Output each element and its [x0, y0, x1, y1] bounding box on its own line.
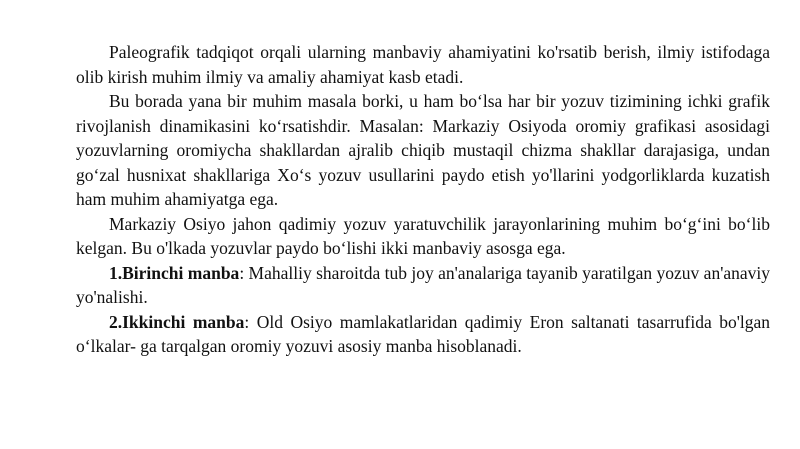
paragraph-first-source: [76, 261, 770, 310]
paragraph-central-asia: [76, 212, 770, 261]
paragraph-text: Bu borada yana bir muhim masala borki, u ham bo‘lsa har bir yozuv tizimining ichki grafik rivojlanish dinamikasini ko‘rsatishdir. Masalan: Markaziy Osiyoda oromiy grafikasi asosidagi yozuvlarning oromiycha shakllardan ajralib chiqib mustaqil chizma shakllar darajasiga, undan go‘zal husnixat shakllariga Xo‘s yozuv usullarini paydo etish yo'llarini yodgorliklarda kuzatish ham muhim ahamiyatga ega.: [76, 91, 770, 209]
second-source-heading: 2.Ikkinchi manba: [109, 311, 245, 332]
paragraph-text: : Old Osiyo mamlakatlaridan qadimiy Eron saltanati tasarrufida bo'lgan o‘lkalar- ga tarqalgan oromiy yozuvi asosiy manba hisoblanadi.: [76, 311, 771, 356]
paragraph-second-source: [76, 310, 770, 359]
paragraph-graphic-dynamics: [76, 89, 770, 212]
paragraph-paleography: [76, 40, 770, 89]
document-body: [76, 40, 770, 359]
first-source-heading: 1.Birinchi manba: [109, 262, 240, 283]
paragraph-text: Markaziy Osiyo jahon qadimiy yozuv yaratuvchilik jarayonlarining muhim bo‘g‘ini bo‘lib kelgan. Bu o'lkada yozuvlar paydo bo‘lishi ikki manbaviy asosga ega.: [76, 213, 770, 258]
paragraph-text: Paleografik tadqiqot orqali ularning manbaviy ahamiyatini ko'rsatib berish, ilmiy istifodaga olib kirish muhim ilmiy va amaliy ahamiyat kasb etadi.: [76, 42, 770, 87]
paragraph-text: : Mahalliy sharoitda tub joy an'analariga tayanib yaratilgan yozuv an'anaviy yo'nalishi.: [76, 262, 770, 307]
